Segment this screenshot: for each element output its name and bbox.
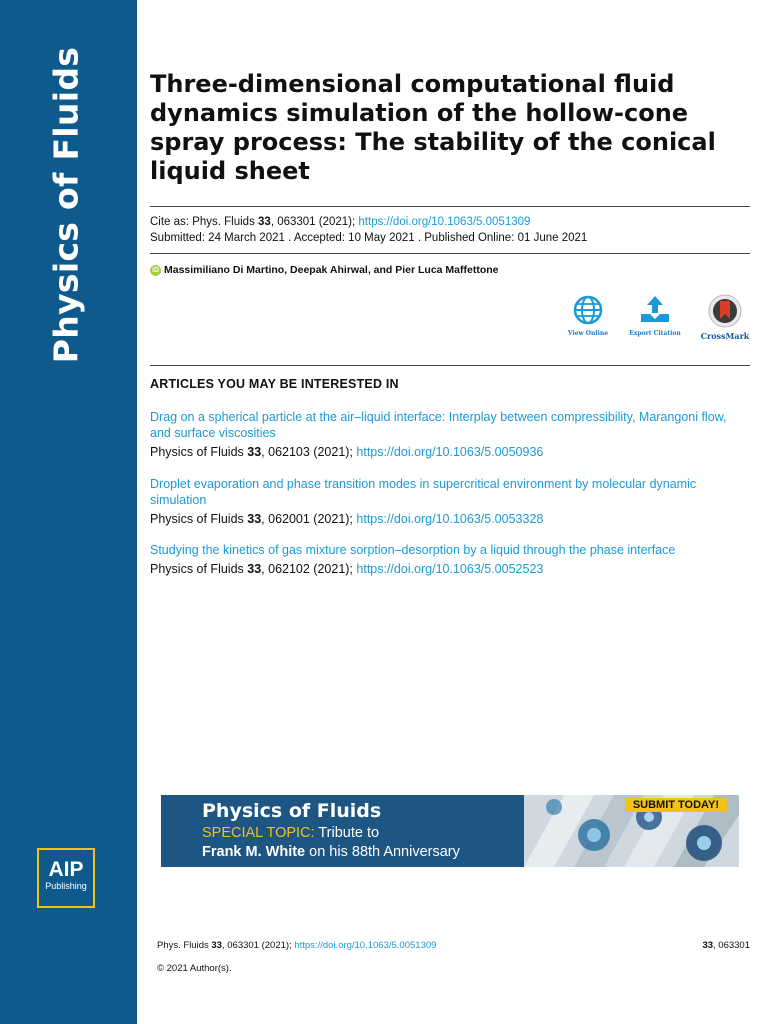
aip-publishing-logo[interactable] — [37, 848, 95, 908]
related-journal: Physics of Fluids — [150, 445, 248, 459]
banner-honoree: Frank M. White — [202, 844, 306, 860]
related-article-citation — [150, 444, 740, 460]
footer-copyright: © 2021 Author(s). — [157, 963, 232, 974]
footer-article-number — [702, 940, 750, 951]
banner-journal-title: Physics of Fluids — [202, 800, 382, 822]
related-ref: , 062102 (2021); — [261, 562, 357, 576]
related-article-title-link[interactable]: Drag on a spherical particle at the air–liquid interface: Interplay between compressibility, Marangoni flow, and surface viscosities — [150, 410, 727, 440]
related-ref: , 062001 (2021); — [261, 512, 357, 526]
authors-text: Massimiliano Di Martino, Deepak Ahirwal, and Pier Luca Maffettone — [164, 264, 499, 276]
banner-special-label: SPECIAL TOPIC: — [202, 825, 315, 841]
cite-rest: , 063301 (2021); — [270, 216, 359, 228]
related-article — [150, 409, 740, 460]
aip-logo-text: AIP — [48, 858, 84, 881]
cite-prefix: Cite as: Phys. Fluids — [150, 216, 259, 228]
globe-icon — [572, 294, 604, 326]
footer-doi-link[interactable]: https://doi.org/10.1063/5.0051309 — [294, 940, 437, 951]
aip-logo-subtext: Publishing — [45, 881, 87, 891]
divider — [150, 365, 750, 366]
submit-today-button[interactable]: SUBMIT TODAY! — [625, 798, 727, 812]
banner-occasion: on his 88th Anniversary — [305, 844, 460, 860]
publication-dates: Submitted: 24 March 2021 . Accepted: 10 May 2021 . Published Online: 01 June 2021 — [150, 232, 588, 244]
related-article-title-link[interactable]: Droplet evaporation and phase transition modes in supercritical environment by molecular dynamic simulation — [150, 477, 697, 507]
related-article-title-link[interactable]: Studying the kinetics of gas mixture sorption–desorption by a liquid through the phase interface — [150, 543, 676, 557]
view-online-button[interactable] — [558, 294, 618, 337]
footer-citation — [157, 940, 436, 951]
view-online-label: View Online — [567, 330, 609, 337]
divider — [150, 206, 750, 207]
crossmark-icon — [708, 294, 742, 328]
footer-right-volume: 33 — [702, 940, 714, 951]
cite-volume: 33 — [258, 216, 271, 228]
author-list — [150, 264, 499, 276]
related-volume: 33 — [247, 445, 262, 459]
export-citation-label: Export Citation — [629, 330, 681, 337]
export-icon — [638, 294, 672, 326]
related-doi-link[interactable]: https://doi.org/10.1063/5.0052523 — [356, 562, 544, 576]
banner-honoree-line — [202, 844, 460, 860]
banner-special-topic — [202, 825, 379, 841]
divider — [150, 253, 750, 254]
footer-cite-rest: , 063301 (2021); — [221, 940, 295, 951]
cite-line — [150, 216, 530, 228]
crossmark-label: CrossMark — [700, 331, 750, 341]
related-journal: Physics of Fluids — [150, 512, 248, 526]
paper-title: Three-dimensional computational fluid dynamics simulation of the hollow-cone spray process: The stability of the conical liquid sheet — [150, 70, 716, 185]
related-article-citation — [150, 511, 740, 527]
related-doi-link[interactable]: https://doi.org/10.1063/5.0050936 — [356, 445, 544, 459]
paper-doi-link[interactable]: https://doi.org/10.1063/5.0051309 — [358, 216, 531, 228]
related-article — [150, 476, 740, 527]
related-volume: 33 — [247, 512, 262, 526]
related-article-citation — [150, 561, 740, 577]
related-doi-link[interactable]: https://doi.org/10.1063/5.0053328 — [356, 512, 544, 526]
footer-right-article: , 063301 — [713, 940, 750, 951]
related-article — [150, 542, 740, 577]
crossmark-button[interactable] — [695, 294, 755, 341]
related-ref: , 062103 (2021); — [261, 445, 357, 459]
special-topic-banner[interactable] — [161, 795, 739, 867]
related-volume: 33 — [247, 562, 262, 576]
footer-volume: 33 — [211, 940, 222, 951]
orcid-icon[interactable]: iD — [152, 266, 159, 274]
related-journal: Physics of Fluids — [150, 562, 248, 576]
banner-tribute: Tribute to — [314, 825, 380, 841]
journal-sidebar — [0, 0, 137, 1024]
journal-name-vertical: Physics of Fluids — [46, 46, 86, 364]
related-articles-heading: ARTICLES YOU MAY BE INTERESTED IN — [150, 377, 399, 391]
footer-cite-prefix: Phys. Fluids — [157, 940, 212, 951]
export-citation-button[interactable] — [625, 294, 685, 337]
